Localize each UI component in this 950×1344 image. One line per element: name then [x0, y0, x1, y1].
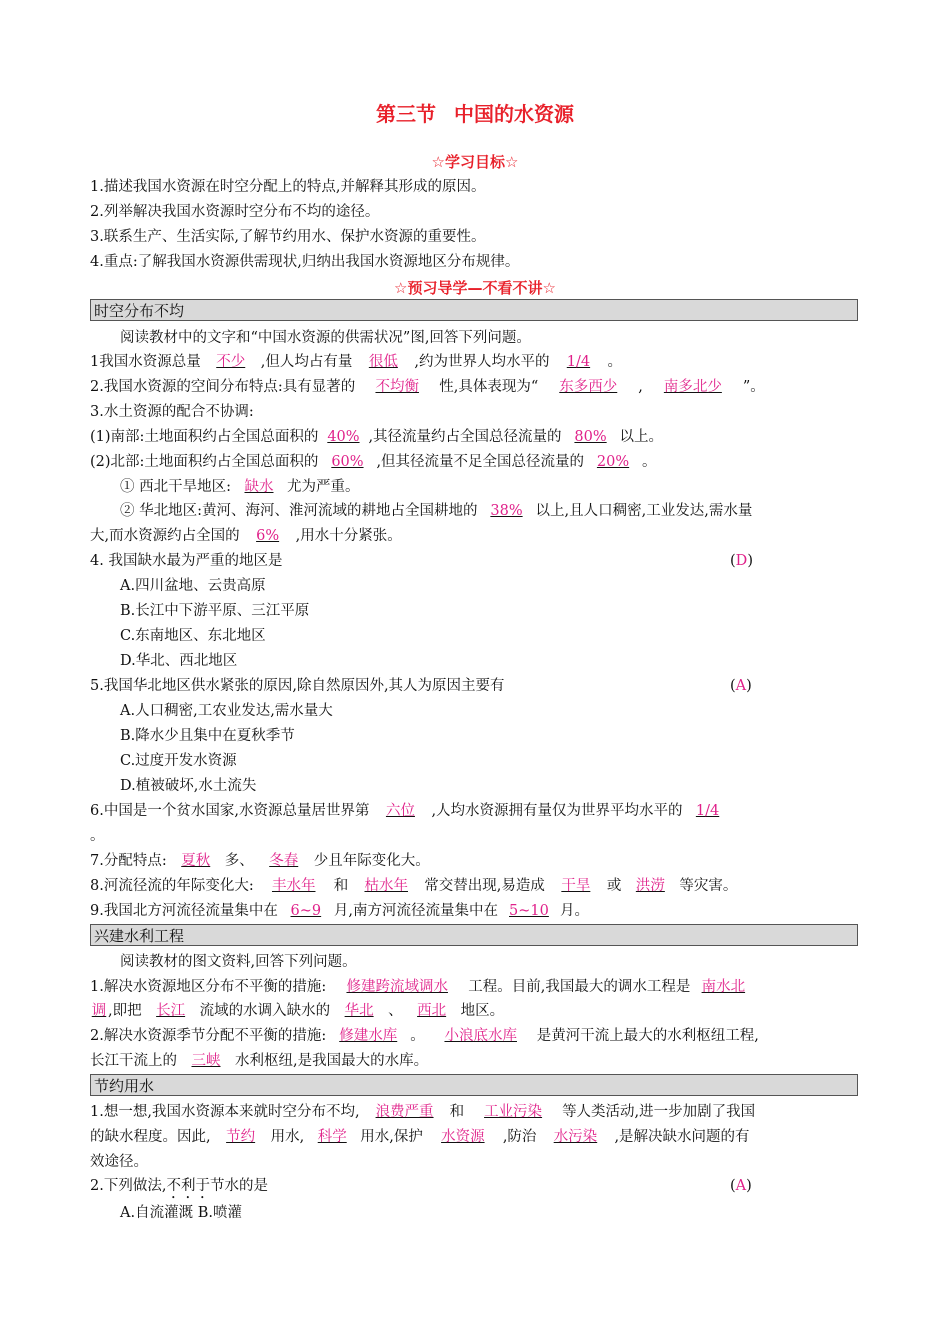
question-3-northchina-cont: 大,而水资源约占全国的 6% ,用水十分紧张。: [90, 528, 402, 544]
answer-blank: 浪费严重: [375, 1104, 434, 1120]
answer-blank: 华北: [344, 1003, 374, 1019]
section-bar-distribution: 时空分布不均: [90, 299, 858, 321]
answer-blank: 80%: [574, 429, 607, 445]
question-s2-1: 1.解决水资源地区分布不平衡的措施: 修建跨流域调水 工程。目前,我国最大的调水工程是 南水北: [90, 977, 756, 997]
answer-blank: 5~10: [509, 903, 549, 919]
answer-blank: 很低: [368, 354, 398, 370]
answer-blank: 丰水年: [271, 878, 316, 894]
section-bar-water-projects: 兴建水利工程: [90, 924, 858, 946]
answer-blank: 南水北: [701, 979, 746, 995]
question-s3-1-end: 效途径。: [90, 1154, 148, 1170]
question-4-answer: (D): [730, 553, 753, 569]
question-3: 3.水土资源的配合不协调:: [90, 404, 254, 420]
goal-item: 4.重点:了解我国水资源供需现状,归纳出我国水资源地区分布规律。: [90, 254, 520, 270]
answer-blank: 南多北少: [663, 379, 722, 395]
answer-blank: 工业污染: [484, 1104, 543, 1120]
option: C.过度开发水资源: [120, 753, 237, 769]
goal-item: 1.描述我国水资源在时空分配上的特点,并解释其形成的原因。: [90, 179, 486, 195]
answer-blank: 水污染: [553, 1129, 598, 1145]
option: A.人口稠密,工农业发达,需水量大: [120, 703, 333, 719]
question-6-end: 。: [90, 828, 105, 844]
option: D.植被破坏,水土流失: [120, 778, 257, 794]
preview-heading: ☆预习导学—不看不讲☆: [394, 279, 556, 297]
option: B.降水少且集中在夏秋季节: [120, 728, 295, 744]
section-intro: 阅读教材的图文资料,回答下列问题。: [120, 954, 357, 970]
question-5-stem: 5.我国华北地区供水紧张的原因,除自然原因外,其人为原因主要有: [90, 678, 505, 694]
title-section-number: 第三节: [376, 102, 436, 126]
answer-blank: 缺水: [244, 479, 274, 495]
goals-heading: ☆学习目标☆: [431, 153, 519, 171]
answer-blank: 冬春: [269, 853, 299, 869]
question-6: 6.中国是一个贫水国家,水资源总量居世界第 六位 ,人均水资源拥有量仅为世界平均水平的 1/4: [90, 801, 733, 821]
answer-blank: 1/4: [566, 354, 591, 370]
answer-blank: 科学: [317, 1129, 347, 1145]
option: D.华北、西北地区: [120, 653, 238, 669]
question-s3-1-cont: 的缺水程度。因此, 节约 用水, 科学 用水,保护 水资源 ,防治 水污染 ,是解决缺水问题的有: [90, 1129, 750, 1145]
answer-blank: 节约: [226, 1129, 256, 1145]
option: C.东南地区、东北地区: [120, 628, 266, 644]
answer-blank: 60%: [331, 454, 364, 470]
answer-blank: 小浪底水库: [444, 1028, 517, 1044]
goal-item: 2.列举解决我国水资源时空分布不均的途径。: [90, 204, 380, 220]
answer-blank: 干旱: [561, 878, 591, 894]
question-s3-2-answer: (A): [730, 1178, 752, 1194]
question-s2-2-cont: 长江干流上的 三峡 水利枢纽,是我国最大的水库。: [90, 1053, 429, 1069]
option: A.四川盆地、云贵高原: [120, 578, 266, 594]
answer-blank: 长江: [156, 1003, 186, 1019]
answer-blank: 1/4: [695, 803, 720, 819]
goal-item: 3.联系生产、生活实际,了解节约用水、保护水资源的重要性。: [90, 229, 486, 245]
option: A.自流灌溉 B.喷灌: [120, 1205, 242, 1221]
answer-blank: 洪涝: [635, 878, 665, 894]
question-3-northchina: ② 华北地区:黄河、海河、淮河流域的耕地占全国耕地的 38% 以上,且人口稠密,工业发达,需水量: [120, 503, 753, 519]
answer-blank: 38%: [490, 503, 523, 519]
title-text: 中国的水资源: [454, 102, 574, 126]
answer-blank: 20%: [596, 454, 630, 470]
answer-blank: 西北: [417, 1003, 447, 1019]
answer-blank: 调: [91, 1003, 107, 1019]
answer-blank: 6~9: [290, 903, 322, 919]
question-s2-1-cont: 调 ,即把 长江 流域的水调入缺水的 华北 、 西北 地区。: [91, 1003, 505, 1019]
question-s3-1: 1.想一想,我国水资源本来就时空分布不均, 浪费严重 和 工业污染 等人类活动,进一步加剧了我国: [90, 1104, 756, 1120]
question-8: 8.河流径流的年际变化大: 丰水年 和 枯水年 常交替出现,易造成 干旱 或 洪涝 等灾害。: [90, 878, 738, 894]
question-2: 2.我国水资源的空间分布特点:具有显著的 不均衡 性,具体表现为“ 东多西少 , 南多北少 ”。: [90, 379, 765, 395]
question-9: 9.我国北方河流径流量集中在 6~9 月,南方河流径流量集中在 5~10 月。: [90, 903, 589, 919]
answer-blank: 不均衡: [375, 379, 419, 395]
answer-blank: 三峡: [191, 1053, 221, 1069]
page-title: [90, 98, 860, 127]
answer-blank: 6%: [256, 528, 280, 544]
question-3-south: (1)南部:土地面积约占全国总面积的 40% ,其径流量约占全国总径流量的 80% 以上。: [90, 429, 664, 445]
question-3-north: (2)北部:土地面积约占全国总面积的 60% ,但其径流量不足全国总径流量的 20% 。: [90, 454, 657, 470]
option: B.长江中下游平原、三江平原: [120, 603, 310, 619]
section-bar-water-saving: 节约用水: [90, 1074, 858, 1096]
question-1: 1我国水资源总量 不少 ,但人均占有量 很低 ,约为世界人均水平的 1/4 。: [90, 354, 622, 370]
question-5-answer: (A): [730, 678, 752, 694]
question-4-stem: 4. 我国缺水最为严重的地区是: [90, 553, 283, 569]
answer-blank: 六位: [385, 803, 415, 819]
answer-blank: 40%: [327, 429, 360, 445]
answer-blank: 水资源: [441, 1129, 485, 1145]
answer-blank: 修建水库: [339, 1028, 398, 1044]
answer-blank: 夏秋: [181, 853, 211, 869]
answer-blank: 枯水年: [364, 878, 408, 894]
answer-blank: 不少: [216, 354, 246, 370]
answer-blank: 修建跨流域调水: [346, 979, 448, 995]
question-s2-2: 2.解决水资源季节分配不平衡的措施: 修建水库 。 小浪底水库 是黄河干流上最大的水利枢纽工程,: [90, 1028, 759, 1044]
section-intro: 阅读教材中的文字和“中国水资源的供需状况”图,回答下列问题。: [120, 330, 531, 346]
question-7: 7.分配特点: 夏秋 多、 冬春 少且年际变化大。: [90, 853, 430, 869]
answer-blank: 东多西少: [559, 379, 618, 395]
question-3-northwest: ① 西北干旱地区: 缺水 尤为严重。: [120, 479, 360, 495]
question-s3-2-stem: 2.下列做法,不利于节水的是: [90, 1178, 268, 1194]
